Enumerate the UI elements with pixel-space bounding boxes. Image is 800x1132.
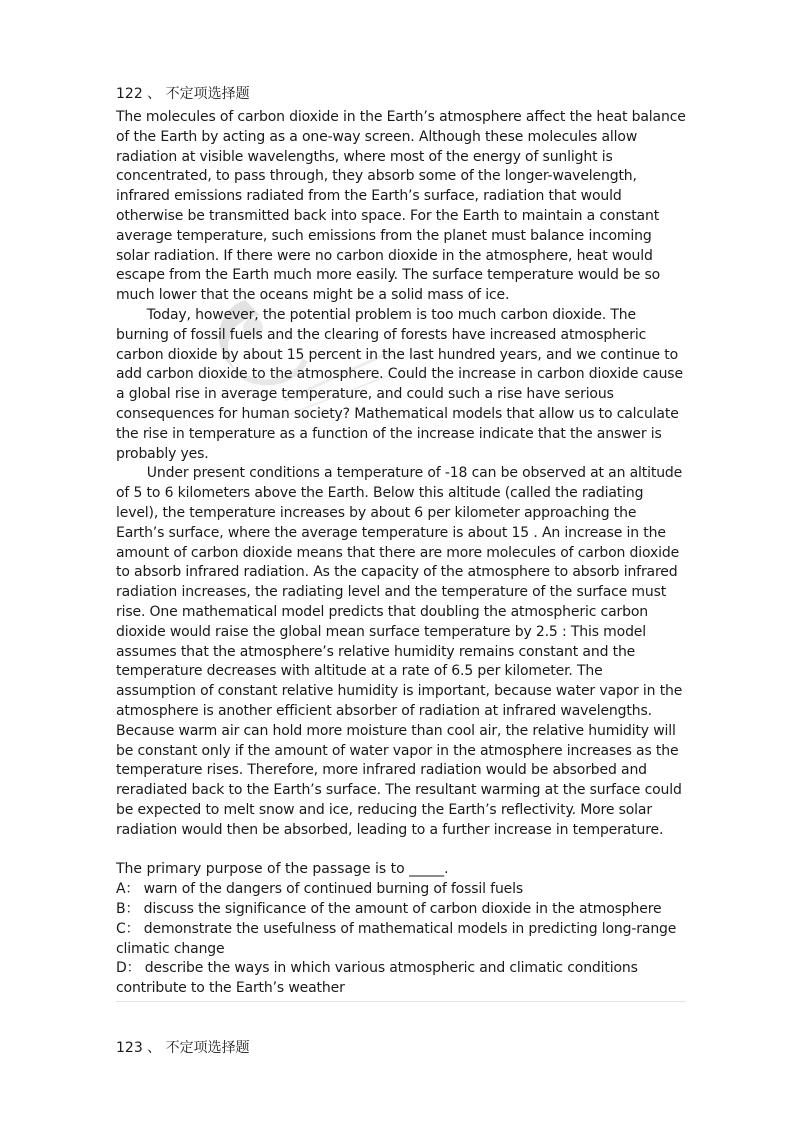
section-divider [116,1001,686,1002]
option-a-text: warn of the dangers of continued burning of fossil fuels [143,881,524,898]
passage-paragraph-1: The molecules of carbon dioxide in the Earth’s atmosphere affect the heat balance of the Earth by acting as a one-way screen. Although these molecules allow radiation at visible wavelengths, where most of the energy of sunlight is concentrated, to pass through, they absorb some of the longer-wavelength, infrared emissions radiated from the Earth’s surface, radiation that would otherwise be transmitted back into space. For the Earth to maintain a constant average temperature, such emissions from the planet must balance incoming solar radiation. If there were no carbon dioxide in the atmosphere, heat would escape from the Earth much more easily. The surface temperature would be so much lower that the oceans might be a solid mass of ice. [116,109,686,304]
option-c-letter: C： [116,920,140,937]
option-d-letter: D： [116,960,141,977]
question-122-header: 122 、 不定项选择题 [116,86,250,102]
option-b[interactable] [116,900,686,920]
passage-paragraph-2: Today, however, the potential problem is too much carbon dioxide. The burning of fossil fuels and the clearing of forests have increased atmospheric carbon dioxide by about 15 percent in the last hundred years, and we continue to add carbon dioxide to the atmosphere. Could the increase in carbon dioxide cause a global rise in average temperature, and could such a rise have serious consequences for human society? Mathematical models that allow us to calculate the rise in temperature as a function of the increase indicate that the answer is probably yes. [116,306,683,462]
option-b-text: discuss the significance of the amount of carbon dioxide in the atmosphere [143,901,662,918]
option-a[interactable] [116,880,686,900]
passage-paragraph-3: Under present conditions a temperature of -18 can be observed at an altitude of 5 to 6 kilometers above the Earth. Below this altitude (called the radiating level), the temperature increases by about 6 per kilometer approaching the Earth’s surface, where the average temperature is about 15 . An increase in the amount of carbon dioxide means that there are more molecules of carbon dioxide to absorb infrared radiation. As the capacity of the atmosphere to absorb infrared radiation increases, the radiating level and the temperature of the surface must rise. One mathematical model predicts that doubling the atmospheric carbon dioxide would raise the global mean surface temperature by 2.5 : This model assumes that the atmosphere’s relative humidity remains constant and the temperature decreases with altitude at a rate of 6.5 per kilometer. The assumption of constant relative humidity is important, because water vapor in the atmosphere is another efficient absorber of radiation at infrared wavelengths. Because warm air can hold more moisture than cool air, the relative humidity will be constant only if the amount of water vapor in the atmosphere increases as the temperature rises. Therefore, more infrared radiation would be absorbed and reradiated back to the Earth’s surface. The resultant warming at the surface could be expected to melt snow and ice, reducing the Earth’s reflectivity. More solar radiation would then be absorbed, leading to a further increase in temperature. [116,465,683,838]
option-b-letter: B： [116,901,140,918]
option-d-text: describe the ways in which various atmospheric and climatic conditions contribute to the Earth’s weather [116,960,638,997]
question-123-header: 123 、 不定项选择题 [116,1040,250,1056]
option-a-letter: A： [116,881,140,898]
option-c-text: demonstrate the usefulness of mathematical models in predicting long-range climatic change [116,920,677,957]
question-prompt: The primary purpose of the passage is to _____. [116,861,449,878]
option-c[interactable] [116,920,686,960]
document-page [116,84,686,999]
option-d[interactable] [116,959,686,999]
reading-passage [116,108,686,840]
